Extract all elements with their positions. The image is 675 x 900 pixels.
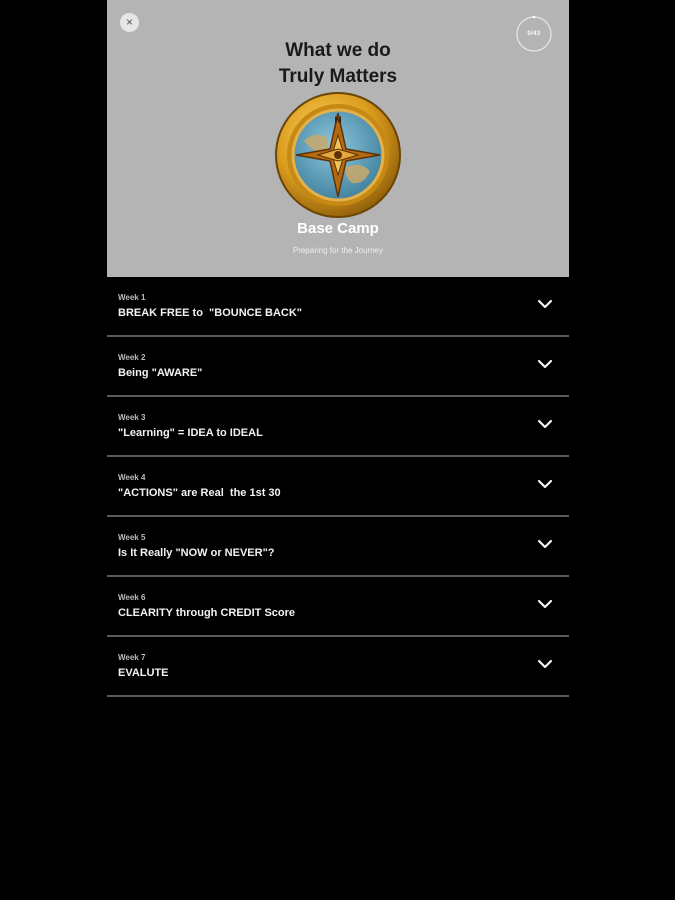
compass-icon	[274, 91, 402, 219]
page-title	[107, 38, 569, 90]
week-title: "ACTIONS" are Real the 1st 30	[118, 487, 281, 499]
week-item-2[interactable]	[107, 337, 569, 397]
section-tagline: Preparing for the Journey	[292, 246, 384, 255]
week-title: BREAK FREE to "BOUNCE BACK"	[118, 307, 302, 319]
title-line-2: Truly Matters	[278, 66, 398, 87]
title-line-1: What we do	[285, 40, 391, 61]
week-item-1[interactable]	[107, 277, 569, 337]
week-label: Week 7	[118, 653, 146, 662]
chevron-down-icon[interactable]	[537, 539, 553, 549]
close-button[interactable]	[120, 13, 139, 32]
chevron-down-icon[interactable]	[537, 599, 553, 609]
progress-label: 0/43	[527, 31, 541, 37]
week-item-3[interactable]	[107, 397, 569, 457]
week-label: Week 4	[118, 473, 146, 482]
week-label: Week 2	[118, 353, 146, 362]
week-title: "Learning" = IDEA to IDEAL	[118, 427, 263, 439]
close-icon: ×	[125, 15, 133, 29]
course-screen	[107, 0, 569, 900]
chevron-down-icon[interactable]	[537, 479, 553, 489]
svg-text:N: N	[334, 116, 342, 126]
week-item-7[interactable]	[107, 637, 569, 697]
week-label: Week 1	[118, 293, 146, 302]
week-label: Week 3	[118, 413, 146, 422]
course-header	[107, 0, 569, 277]
weeks-list	[107, 277, 569, 697]
week-label: Week 5	[118, 533, 146, 542]
week-title: Being "AWARE"	[118, 367, 203, 379]
chevron-down-icon[interactable]	[537, 659, 553, 669]
week-title: EVALUTE	[118, 667, 169, 679]
chevron-down-icon[interactable]	[537, 359, 553, 369]
chevron-down-icon[interactable]	[537, 299, 553, 309]
week-title: Is It Really "NOW or NEVER"?	[118, 547, 275, 559]
section-title: Base Camp	[297, 220, 379, 237]
chevron-down-icon[interactable]	[537, 419, 553, 429]
week-item-4[interactable]	[107, 457, 569, 517]
week-item-6[interactable]	[107, 577, 569, 637]
week-title: CLEARITY through CREDIT Score	[118, 607, 296, 619]
week-label: Week 6	[118, 593, 146, 602]
week-item-5[interactable]	[107, 517, 569, 577]
